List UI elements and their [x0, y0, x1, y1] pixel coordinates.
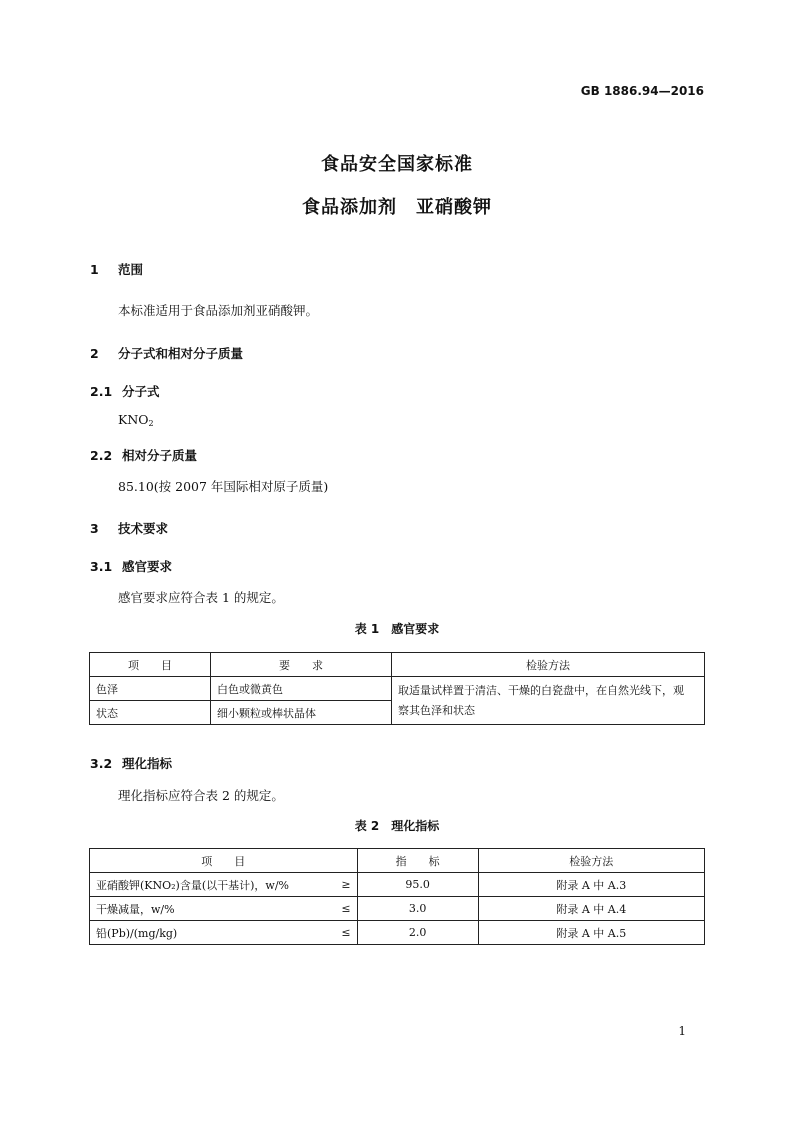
- header-cell: 检验方法: [392, 653, 705, 677]
- section-number: 2.2: [90, 448, 113, 463]
- section-title: 相对分子质量: [122, 448, 198, 463]
- section-title: 感官要求: [122, 559, 173, 574]
- section-3-2-heading: [90, 754, 172, 772]
- section-title: 理化指标: [122, 756, 173, 771]
- item-cell: 干燥减量，w/%: [90, 897, 313, 921]
- table-header-row: [90, 653, 705, 677]
- section-1-text: 本标准适用于食品添加剂亚硝酸钾。: [118, 303, 319, 318]
- section-number: 2: [90, 346, 99, 361]
- value-cell: 2.0: [357, 921, 478, 945]
- section-title: 分子式和相对分子质量: [118, 346, 244, 361]
- header-cell: 项 目: [90, 849, 358, 873]
- header-cell: 项 目: [90, 653, 211, 677]
- value-cell: 3.0: [357, 897, 478, 921]
- section-title: 范围: [118, 262, 144, 277]
- standard-number: GB 1886.94—2016: [580, 84, 704, 98]
- section-number: 3.2: [90, 756, 113, 771]
- formula-main: KNO: [118, 412, 149, 427]
- header-cell: 检验方法: [478, 849, 704, 873]
- item-cell: 色泽: [90, 677, 211, 701]
- section-1-heading: [90, 260, 143, 278]
- section-3-1-heading: [90, 557, 172, 575]
- table-2-caption: 表 2 理化指标: [354, 819, 440, 833]
- method-cell: [392, 677, 705, 725]
- method-cell: 附录 A 中 A.4: [478, 897, 704, 921]
- table-1-caption: 表 1 感官要求: [354, 622, 440, 636]
- table-row: [90, 921, 705, 945]
- section-2-1-heading: [90, 382, 160, 400]
- requirement-cell: 白色或微黄色: [211, 677, 392, 701]
- item-cell: 状态: [90, 701, 211, 725]
- section-2-2-heading: [90, 446, 197, 464]
- section-3-1-text: 感官要求应符合表 1 的规定。: [118, 590, 284, 605]
- operator-cell: ≤: [312, 897, 357, 921]
- formula-subscript: 2: [148, 419, 154, 428]
- header-cell: 要 求: [211, 653, 392, 677]
- table-2: [89, 848, 705, 945]
- method-cell: 附录 A 中 A.5: [478, 921, 704, 945]
- table-header-row: [90, 849, 705, 873]
- method-line: 取适量试样置于清洁、干燥的白瓷盘中，在自然光线下，观: [398, 683, 684, 697]
- value-cell: 95.0: [357, 873, 478, 897]
- method-line: 察其色泽和状态: [398, 703, 475, 717]
- document-title: 食品安全国家标准: [321, 154, 473, 175]
- item-cell: 铅(Pb)/(mg/kg): [90, 921, 313, 945]
- section-number: 2.1: [90, 384, 113, 399]
- table-row: [90, 897, 705, 921]
- molecular-mass: 85.10(按 2007 年国际相对原子质量): [118, 479, 329, 494]
- operator-cell: ≥: [312, 873, 357, 897]
- requirement-cell: 细小颗粒或棒状晶体: [211, 701, 392, 725]
- item-cell: 亚硝酸钾(KNO₂)含量(以干基计)，w/%: [90, 873, 313, 897]
- table-row: [90, 677, 705, 701]
- section-title: 分子式: [122, 384, 160, 399]
- section-number: 1: [90, 262, 99, 277]
- section-3-heading: [90, 519, 168, 537]
- section-2-heading: [90, 344, 243, 362]
- page-number: 1: [678, 1024, 686, 1038]
- method-cell: 附录 A 中 A.3: [478, 873, 704, 897]
- section-number: 3: [90, 521, 99, 536]
- table-row: [90, 873, 705, 897]
- section-number: 3.1: [90, 559, 113, 574]
- molecular-formula: [118, 412, 154, 428]
- section-title: 技术要求: [118, 521, 169, 536]
- document-subtitle: 食品添加剂 亚硝酸钾: [302, 197, 492, 218]
- table-1: [89, 652, 705, 725]
- header-cell: 指 标: [357, 849, 478, 873]
- section-3-2-text: 理化指标应符合表 2 的规定。: [118, 788, 284, 803]
- operator-cell: ≤: [312, 921, 357, 945]
